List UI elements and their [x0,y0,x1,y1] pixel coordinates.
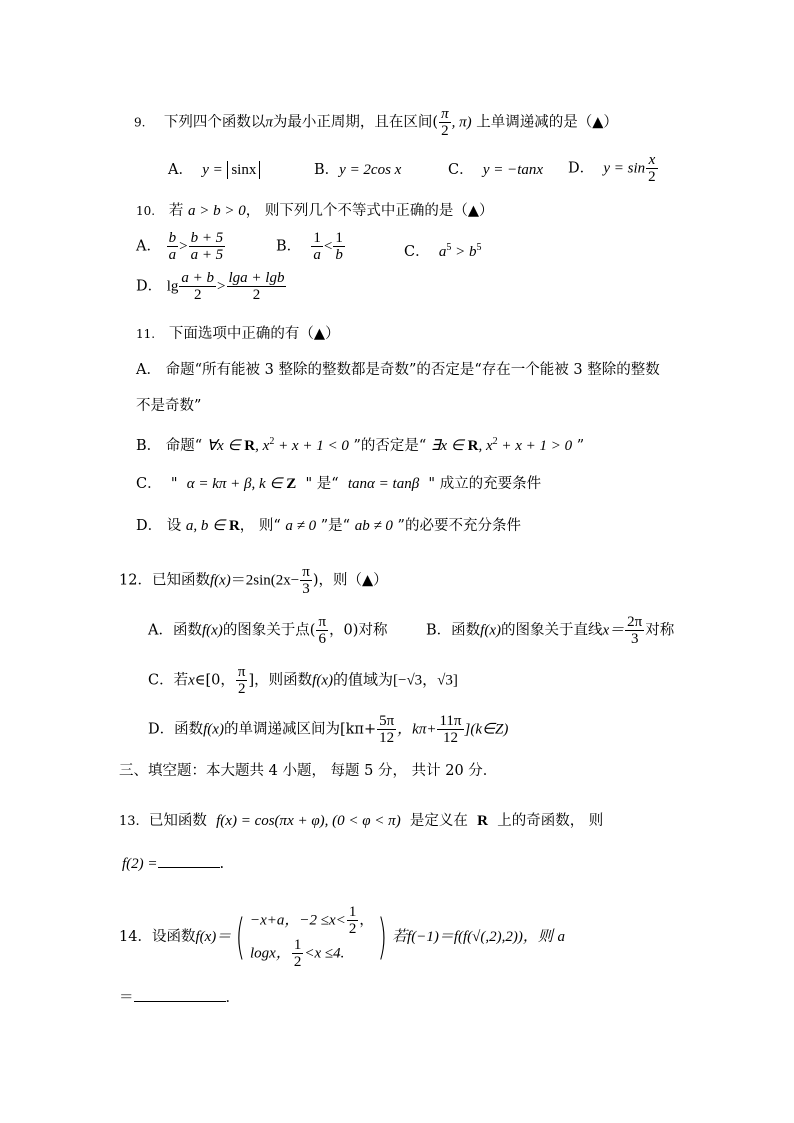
piecewise-cases: −x+a，−2 ≤x< $\frac{1}{2}$ ， logx， $\frac{1}{2}$ <x ≤4. [250,904,374,970]
option-label: D． [148,721,175,738]
option-label: A． [136,238,161,255]
option-label: A． [148,622,173,639]
question-12-stem: 12．已知函数f(x)＝2sin(2x− $\frac{\pi}{3}$ )，则（▲） [119,564,388,597]
question-number: 13. [119,814,140,829]
question-9-option-b [314,160,401,180]
math: , π) [451,114,472,131]
option-label: B． [136,438,162,454]
question-10-option-c: C． $a^5 > b^5$ [404,242,482,260]
option-label: B． [314,162,340,178]
question-10-option-d: D． lg $\frac{a + b}{2}$ > $\frac{\lg a + \lg b}{2}$ [136,270,285,303]
question-9-options [168,160,260,180]
question-11-option-c: C． " α = kπ + β, k ∈ Z " 是“ tanα = tanβ " 成立的充要条件 [136,476,542,492]
fraction: $\frac{1}{b}$ [335,230,343,263]
question-number: 14． [119,929,152,945]
question-9-option-d [568,152,659,185]
text: 若 [168,203,184,219]
question-14-answer: ＝ ． [119,987,240,1008]
fraction: $\frac{x}{2}$ [648,152,656,185]
option-label: D． [568,160,595,177]
abs-expression: sinx [227,161,260,179]
question-11-stem [136,324,340,344]
fraction: $\frac{\pi}{2}$ [441,106,449,139]
question-9-stem [134,106,618,139]
answer-blank[interactable] [134,987,226,1002]
left-brace: ( [235,909,246,965]
question-13-stem: 13. 已知函数 f(x) = cos(πx + φ), (0 < φ < π) 是定义在 R 上的奇函数， 则 [119,813,604,829]
question-12-option-c: C．若x∈[0， $\frac{\pi}{2}$ ]，则函数f(x)的值域为[−√3，√3] [148,664,458,697]
text: 命题“所有能被 3 整除的整数都是奇数”的否定是“存在一个能被 3 整除的整数 [165,362,660,378]
right-brace: ) [377,909,388,965]
question-14-stem: 14．设函数f(x)＝( −x+a，−2 ≤x< $\frac{1}{2}$ ， logx， $\frac{1}{2}$ <x ≤4. ) 若f(−1)＝f(f(√(,2),2))，则 a [119,904,565,970]
fraction: $\frac{b + 5}{a + 5}$ [190,230,224,263]
fraction: $\frac{b}{a}$ [168,230,177,263]
question-12-option-d: D．函数f(x)的单调递减区间为[kπ+ $\frac{5\pi}{12}$ ，kπ+ $\frac{11\pi}{12}$ ](k∈Z) [148,713,509,746]
math: π [265,114,273,131]
option-label: D． [136,518,163,534]
text: 下面选项中正确的有（▲） [168,326,340,342]
question-11-option-d: D． 设 a, b ∈ R， 则“ a ≠ 0 ”是“ ab ≠ 0 ”的必要不充分条件 [136,518,521,534]
math: y = 2cos x [339,162,402,178]
question-10-option-b: B． $\frac{1}{a}$ < $\frac{1}{b}$ [276,230,343,263]
option-label: C． [404,244,430,260]
question-12-option-a: A．函数f(x)的图象关于点( $\frac{\pi}{6}$ ，0)对称 [148,614,388,647]
fraction: $\frac{a + b}{2}$ [181,270,215,303]
question-11-option-a [136,360,660,380]
fraction: $\frac{1}{a}$ [313,230,321,263]
text: 不是奇数” [136,398,202,414]
question-10-option-a: A． $\frac{b}{a}$ > $\frac{b + 5}{a + 5}$ [136,230,224,263]
option-label: B． [276,238,302,255]
option-label: C． [448,162,474,178]
question-9-option-c [448,160,543,180]
option-label: C． [136,476,162,492]
question-12-option-b: B．函数f(x)的图象关于直线x＝ $\frac{2\pi}{3}$ 对称 [426,614,675,647]
section-3-heading [119,761,497,781]
option-label: D． [136,278,163,295]
option-label: A． [136,362,161,378]
fraction: $\frac{\lg a + \lg b}{2}$ [228,270,285,303]
text: ， 则下列几个不等式中正确的是（▲） [245,203,494,219]
text: 上单调递减的是（▲） [476,114,618,131]
math: y = −tanx [482,162,544,178]
question-number: 10. [136,204,156,218]
question-11-option-b: B． 命题“ ∀x ∈ R, $x^2 + x + 1 < 0$ ”的否定是“ ∃x ∈ R, $x^2 + x + 1 > 0$ ” [136,436,585,454]
text: 下列四个函数以 [163,114,266,131]
question-10-stem [136,201,494,221]
math: y = sin [603,160,646,177]
option-label: B． [426,622,452,639]
section-title: 三、填空题：本大题共 4 小题， 每题 5 分， 共计 20 分． [119,763,498,779]
question-number: 11. [136,327,156,341]
question-13-answer: f(2) = . [122,853,224,874]
text: 为最小正周期，且在区间( [272,114,439,131]
option-label: A． [168,162,193,178]
answer-blank[interactable] [158,853,220,868]
math: a > b > 0 [188,203,246,219]
math: y = [202,162,223,178]
question-number: 9. [134,115,146,130]
question-number: 12． [119,572,152,589]
question-11-option-a-cont [136,396,201,416]
option-label: C． [148,672,174,689]
